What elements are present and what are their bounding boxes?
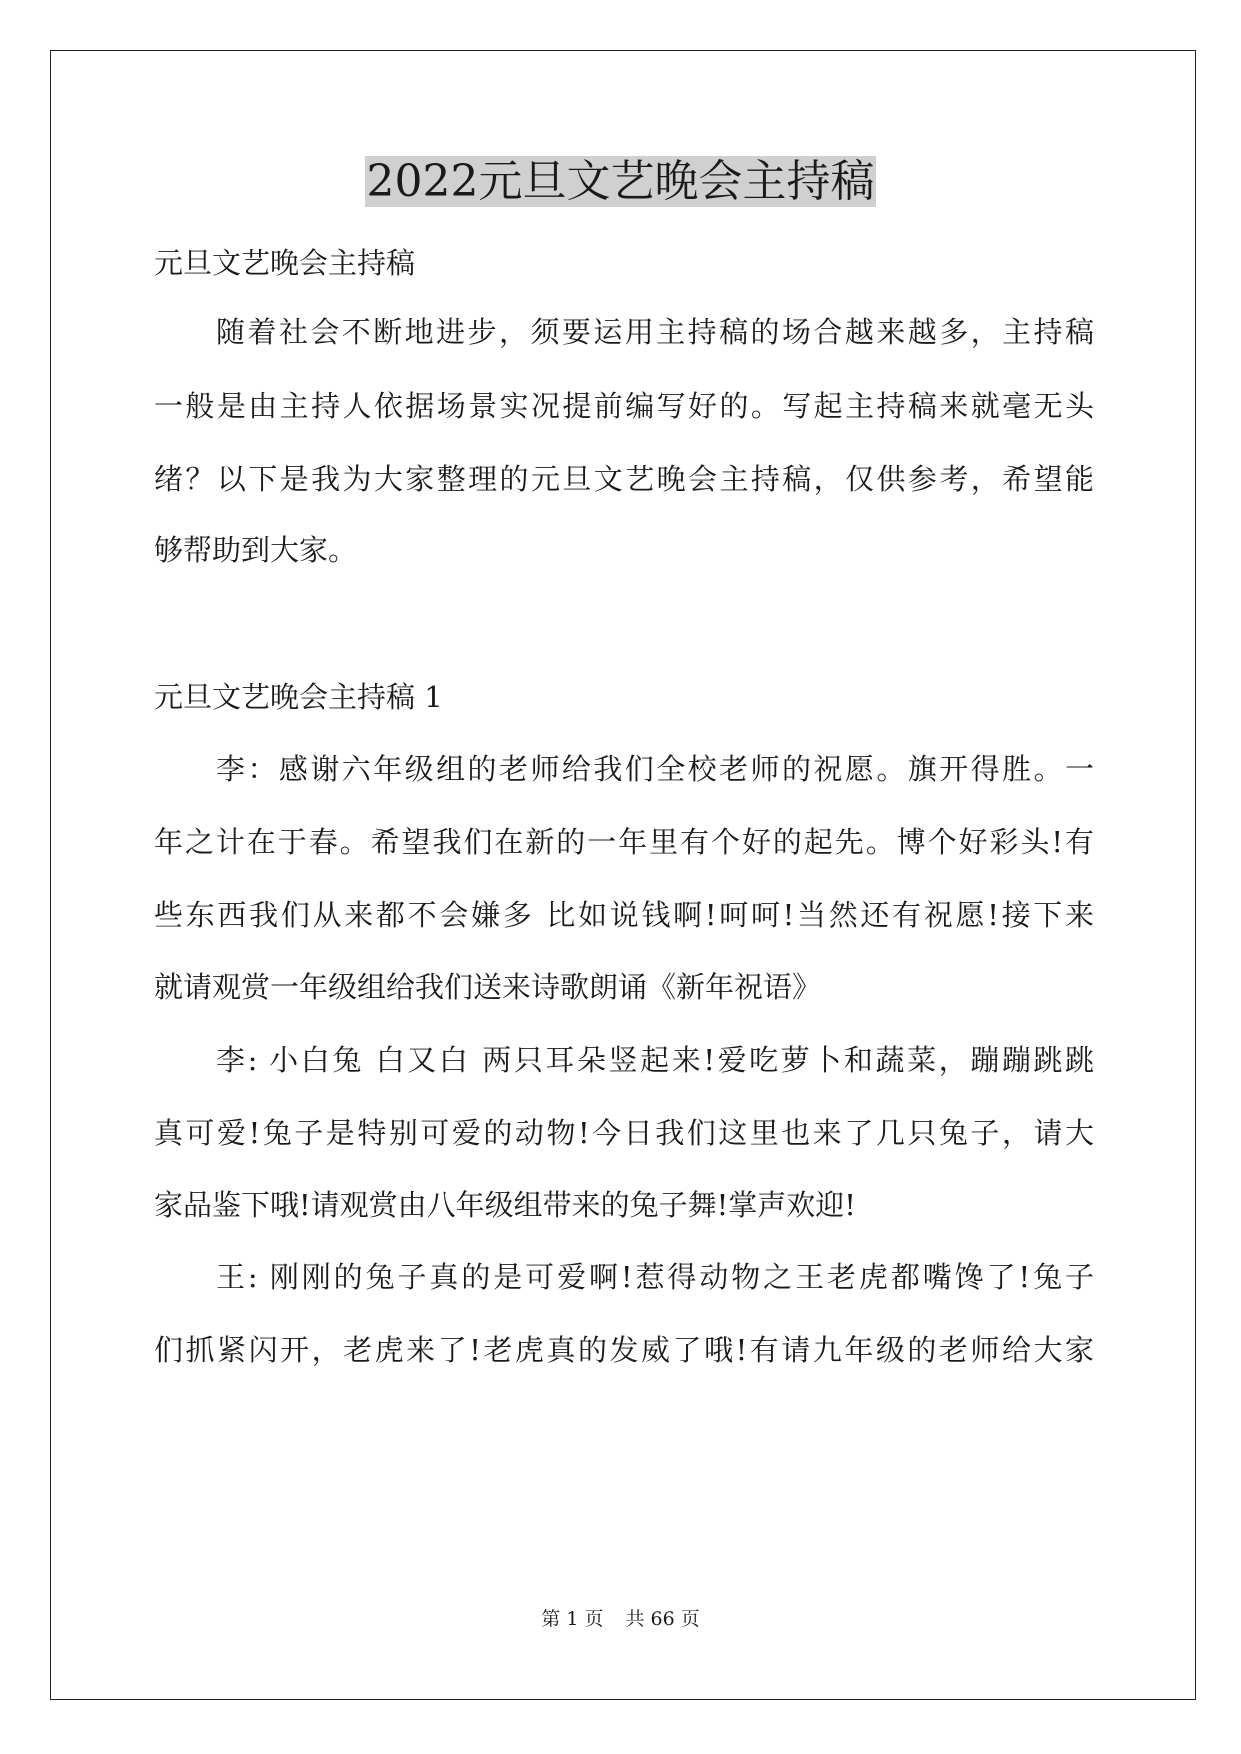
page-number: 第 1 页 [541, 1608, 604, 1630]
paragraph-line: 李: 小白兔 白又白 两只耳朵竖起来!爱吃萝卜和蔬菜，蹦蹦跳跳 [216, 1043, 1094, 1077]
document-title-text: 2022元旦文艺晚会主持稿 [366, 156, 875, 207]
page-border [50, 50, 1196, 1700]
document-title [0, 152, 1241, 212]
intro-line: 一般是由主持人依据场景实况提前编写好的。写起主持稿来就毫无头 [154, 389, 1094, 423]
paragraph-line: 家品鉴下哦!请观赏由八年级组带来的兔子舞!掌声欢迎! [154, 1188, 856, 1222]
paragraph-line: 年之计在于春。希望我们在新的一年里有个好的起先。博个好彩头!有 [154, 825, 1094, 859]
paragraph-line: 就请观赏一年级组给我们送来诗歌朗诵《新年祝语》 [154, 970, 822, 1004]
paragraph-line: 们抓紧闪开，老虎来了!老虎真的发威了哦!有请九年级的老师给大家 [154, 1333, 1094, 1367]
page-total: 共 66 页 [625, 1608, 700, 1630]
paragraph-line: 些东西我们从来都不会嫌多 比如说钱啊!呵呵!当然还有祝愿!接下来 [154, 898, 1094, 932]
document-subtitle: 元旦文艺晚会主持稿 [154, 246, 416, 280]
page-footer [0, 1606, 1241, 1632]
intro-line: 随着社会不断地进步，须要运用主持稿的场合越来越多，主持稿 [216, 315, 1094, 349]
intro-line: 够帮助到大家。 [154, 533, 358, 567]
section-heading: 元旦文艺晚会主持稿 1 [154, 680, 443, 714]
intro-line: 绪？以下是我为大家整理的元旦文艺晚会主持稿，仅供参考，希望能 [154, 462, 1094, 496]
paragraph-line: 王: 刚刚的兔子真的是可爱啊!惹得动物之王老虎都嘴馋了!兔子 [216, 1260, 1094, 1294]
paragraph-line: 李：感谢六年级组的老师给我们全校老师的祝愿。旗开得胜。一 [216, 752, 1094, 786]
paragraph-line: 真可爱!兔子是特别可爱的动物!今日我们这里也来了几只兔子，请大 [154, 1116, 1094, 1150]
